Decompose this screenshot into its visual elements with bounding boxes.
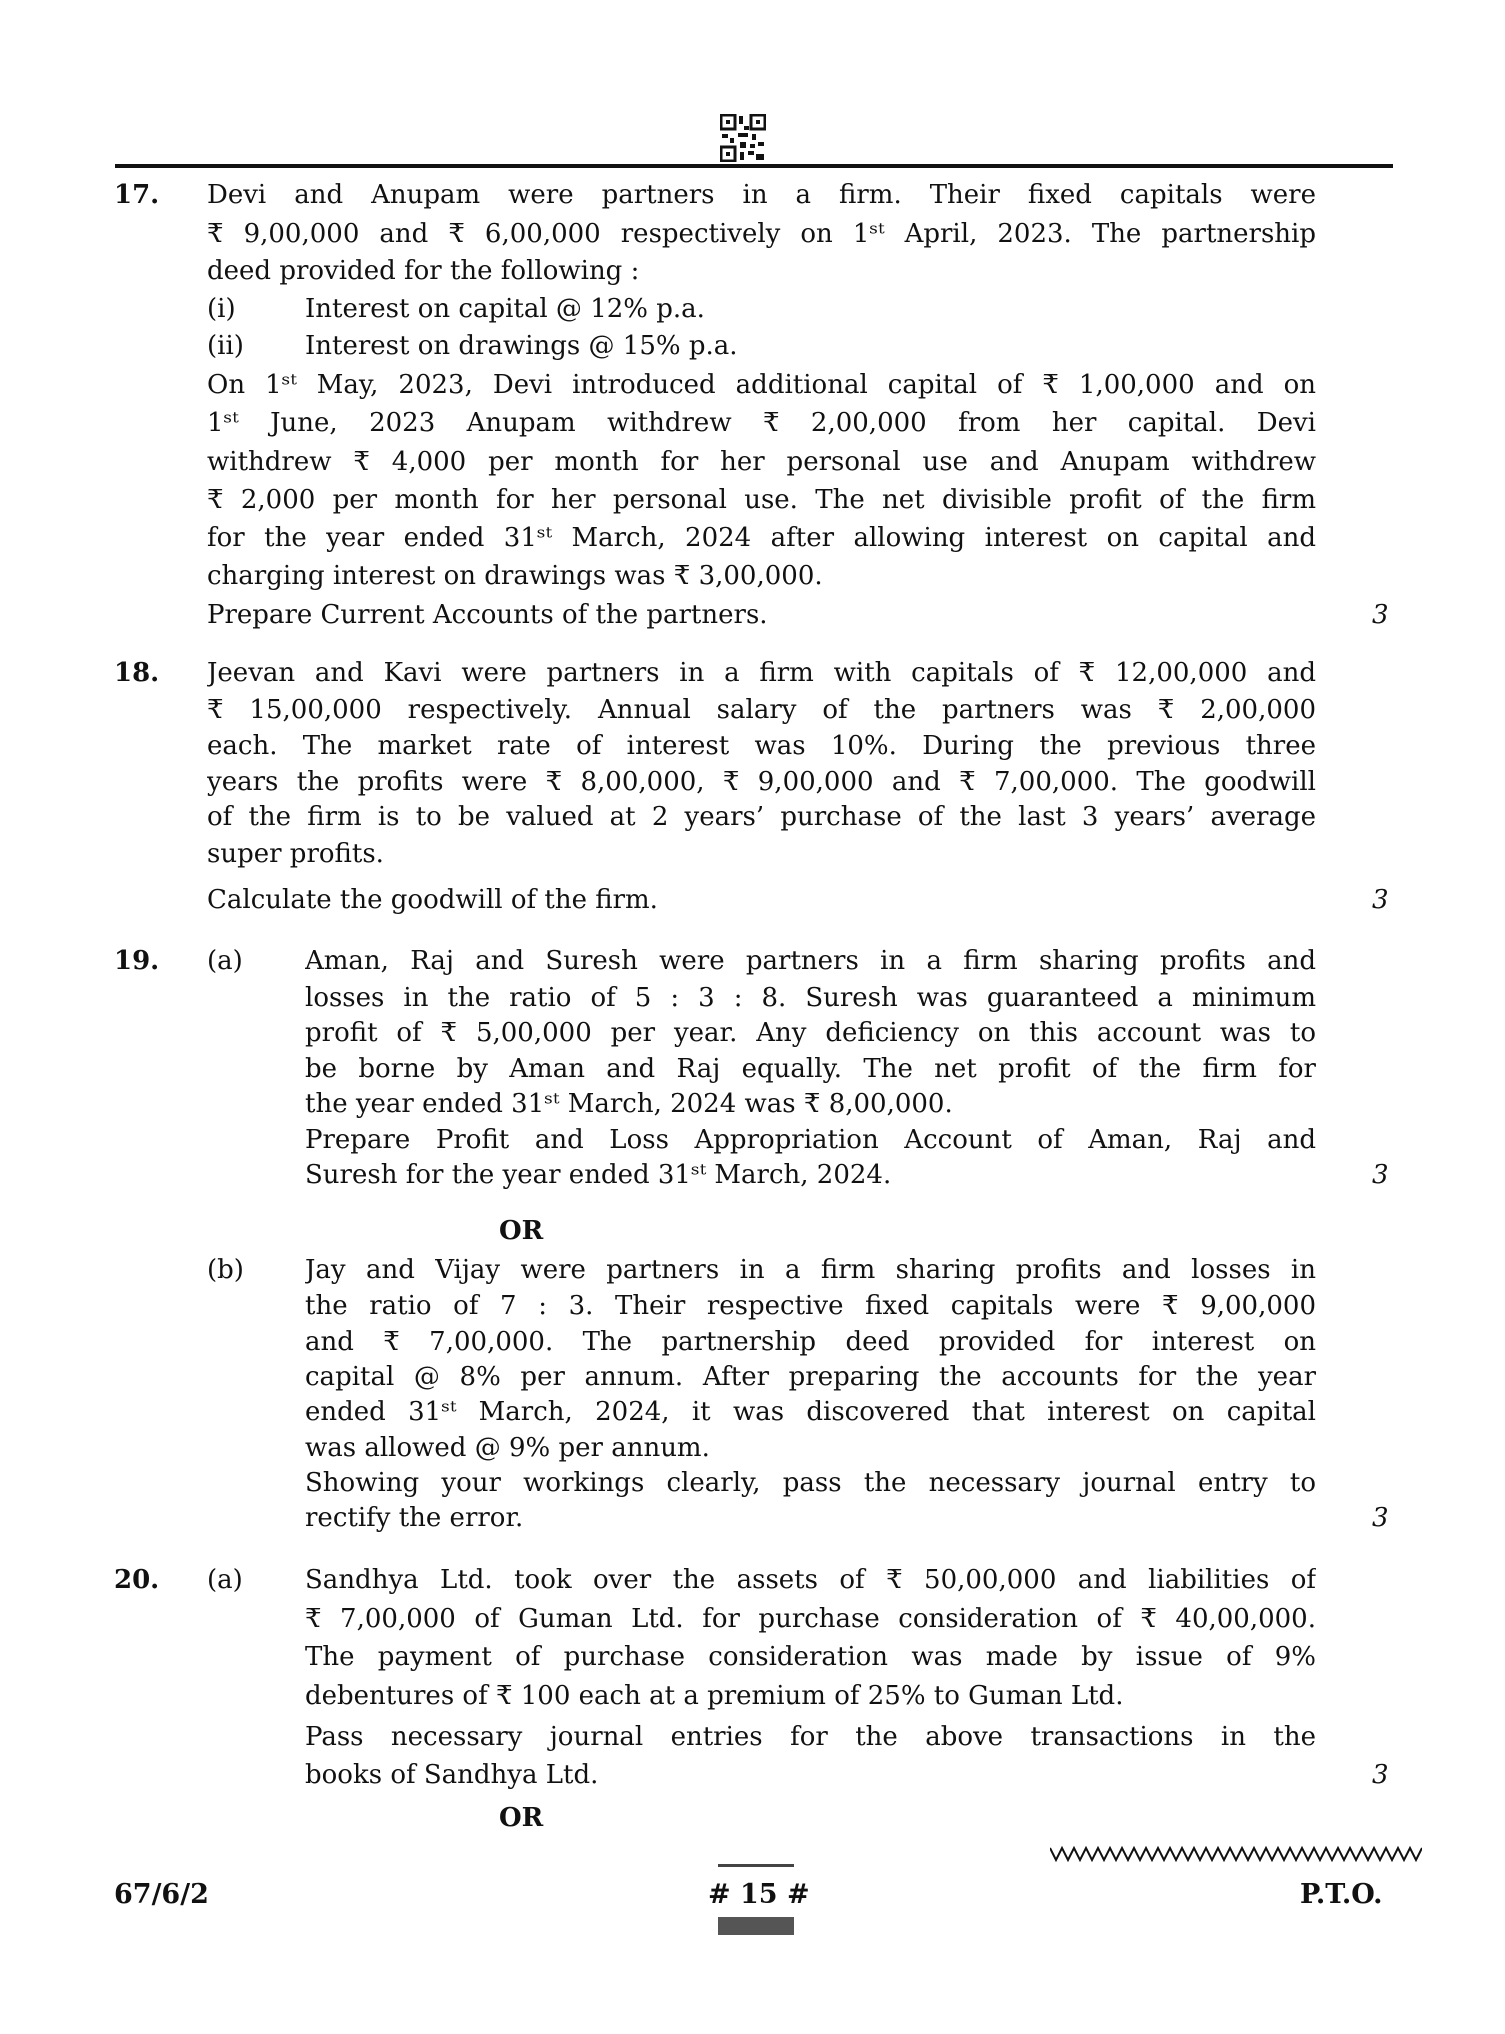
question-line — [0, 979, 1505, 1017]
question-text: ₹ 2,000 per month for her personal use. The net divisible profit of the firm — [207, 484, 1316, 515]
marks: 3 — [1372, 1502, 1389, 1533]
question-line — [0, 366, 1505, 404]
question-text: super profits. — [207, 838, 384, 869]
question-text: The payment of purchase consideration was made by issue of 9% — [305, 1641, 1316, 1672]
qr-code-icon — [720, 114, 766, 162]
question-text: Aman, Raj and Suresh were partners in a firm sharing profits and — [305, 946, 1316, 977]
page-number: # 15 # — [708, 1879, 810, 1910]
question-line — [0, 1600, 1505, 1638]
question-text: the year ended 31ˢᵗ March, 2024 was ₹ 8,00,000. — [305, 1089, 953, 1120]
question-line — [0, 481, 1505, 519]
question-text: deed provided for the following : — [207, 256, 640, 287]
question-text: profit of ₹ 5,00,000 per year. Any deficiency on this account was to — [305, 1017, 1316, 1048]
question-text: Showing your workings clearly, pass the necessary journal entry to — [305, 1467, 1316, 1498]
question-line — [0, 691, 1505, 729]
question-number: 20. — [114, 1565, 160, 1596]
question-text: each. The market rate of interest was 10%. During the previous three — [207, 731, 1316, 761]
header-rule — [115, 164, 1393, 168]
question-line — [0, 252, 1505, 290]
question-text: 1ˢᵗ June, 2023 Anupam withdrew ₹ 2,00,000 from her capital. Devi — [207, 407, 1316, 438]
paper-code: 67/6/2 — [114, 1879, 209, 1910]
question-line — [0, 835, 1505, 873]
question-line — [0, 557, 1505, 595]
question-text: the ratio of 7 : 3. Their respective fixed capitals were ₹ 9,00,000 — [305, 1291, 1316, 1322]
question-line — [0, 1251, 1505, 1289]
question-line — [0, 1323, 1505, 1361]
question-line — [0, 1464, 1505, 1502]
question-line — [0, 1156, 1505, 1194]
question-line — [0, 1393, 1505, 1431]
question-line — [0, 1429, 1505, 1467]
question-line — [0, 1085, 1505, 1123]
marks: 3 — [1372, 1160, 1389, 1191]
question-text: Sandhya Ltd. took over the assets of ₹ 50,00,000 and liabilities of — [305, 1565, 1316, 1596]
question-text: Interest on capital @ 12% p.a. — [305, 293, 705, 324]
sub-label: (a) — [207, 946, 243, 977]
question-line — [0, 290, 1505, 328]
question-line — [0, 1499, 1505, 1537]
or-separator: OR — [499, 1802, 544, 1833]
question-text: Devi and Anupam were partners in a firm. Their fixed capitals were — [207, 179, 1316, 210]
question-line — [0, 596, 1505, 634]
question-line — [0, 798, 1505, 836]
question-line — [0, 1638, 1505, 1676]
question-text: debentures of ₹ 100 each at a premium of 25% to Guman Ltd. — [305, 1680, 1124, 1711]
question-text: ₹ 15,00,000 respectively. Annual salary of the partners was ₹ 2,00,000 — [207, 694, 1316, 725]
question-line — [0, 443, 1505, 481]
question-line — [0, 1677, 1505, 1715]
question-number: 19. — [114, 946, 160, 977]
question-line — [0, 404, 1505, 442]
question-text: Interest on drawings @ 15% p.a. — [305, 331, 738, 362]
question-text: ended 31ˢᵗ March, 2024, it was discovered that interest on capital — [305, 1396, 1316, 1427]
question-line — [0, 942, 1505, 980]
question-text: losses in the ratio of 5 : 3 : 8. Suresh was guaranteed a minimum — [305, 982, 1316, 1013]
question-text: rectify the error. — [305, 1502, 524, 1533]
question-text: be borne by Aman and Raj equally. The net profit of the firm for — [305, 1054, 1316, 1085]
question-line — [0, 519, 1505, 557]
marks: 3 — [1372, 599, 1389, 630]
question-text: Jay and Vijay were partners in a firm sharing profits and losses in — [305, 1255, 1316, 1286]
pto-label: P.T.O. — [1300, 1879, 1383, 1910]
sub-label: (b) — [207, 1255, 244, 1286]
marks: 3 — [1372, 885, 1389, 916]
question-line — [0, 1358, 1505, 1396]
question-line — [0, 881, 1505, 919]
sub-label: (ii) — [207, 331, 244, 362]
question-text: years the profits were ₹ 8,00,000, ₹ 9,00,000 and ₹ 7,00,000. The goodwill — [207, 767, 1316, 798]
question-line — [0, 1287, 1505, 1325]
question-line — [0, 215, 1505, 253]
question-line — [0, 1014, 1505, 1052]
page-marker-bar — [718, 1917, 794, 1935]
question-line — [0, 1718, 1505, 1756]
question-line — [0, 763, 1505, 801]
question-line — [0, 654, 1505, 692]
question-text: Prepare Current Accounts of the partners. — [207, 599, 768, 630]
question-text: ₹ 9,00,000 and ₹ 6,00,000 respectively on 1ˢᵗ April, 2023. The partnership — [207, 218, 1316, 249]
question-line — [0, 1561, 1505, 1599]
question-text: Calculate the goodwill of the firm. — [207, 885, 658, 916]
question-text: Jeevan and Kavi were partners in a firm with capitals of ₹ 12,00,000 and — [207, 658, 1316, 689]
or-separator: OR — [499, 1216, 544, 1247]
sub-label: (i) — [207, 293, 236, 324]
question-line — [0, 1212, 1505, 1250]
question-number: 18. — [114, 658, 160, 689]
question-text: and ₹ 7,00,000. The partnership deed provided for interest on — [305, 1326, 1316, 1357]
question-text: of the firm is to be valued at 2 years’ purchase of the last 3 years’ average — [207, 802, 1316, 833]
question-line — [0, 1121, 1505, 1159]
question-line — [0, 1799, 1505, 1837]
marks: 3 — [1372, 1759, 1389, 1790]
sub-label: (a) — [207, 1565, 243, 1596]
wavy-line-decoration — [1050, 1846, 1422, 1862]
question-line — [0, 176, 1505, 214]
question-number: 17. — [114, 179, 160, 210]
question-text: ₹ 7,00,000 of Guman Ltd. for purchase consideration of ₹ 40,00,000. — [305, 1604, 1316, 1635]
question-text: for the year ended 31ˢᵗ March, 2024 after allowing interest on capital and — [207, 523, 1316, 554]
question-text: was allowed @ 9% per annum. — [305, 1432, 710, 1463]
question-line — [0, 1756, 1505, 1794]
question-text: Prepare Profit and Loss Appropriation Account of Aman, Raj and — [305, 1125, 1316, 1156]
question-text: withdrew ₹ 4,000 per month for her personal use and Anupam withdrew — [207, 446, 1316, 477]
question-text: charging interest on drawings was ₹ 3,00,000. — [207, 561, 823, 592]
page-number-rule — [718, 1864, 794, 1867]
question-text: Pass necessary journal entries for the above transactions in the — [305, 1722, 1316, 1753]
question-line — [0, 1050, 1505, 1088]
question-line — [0, 327, 1505, 365]
question-text: books of Sandhya Ltd. — [305, 1759, 599, 1790]
question-text: Suresh for the year ended 31ˢᵗ March, 2024. — [305, 1160, 892, 1191]
question-text: On 1ˢᵗ May, 2023, Devi introduced additional capital of ₹ 1,00,000 and on — [207, 370, 1316, 401]
question-line — [0, 727, 1505, 765]
question-text: capital @ 8% per annum. After preparing the accounts for the year — [305, 1361, 1316, 1392]
